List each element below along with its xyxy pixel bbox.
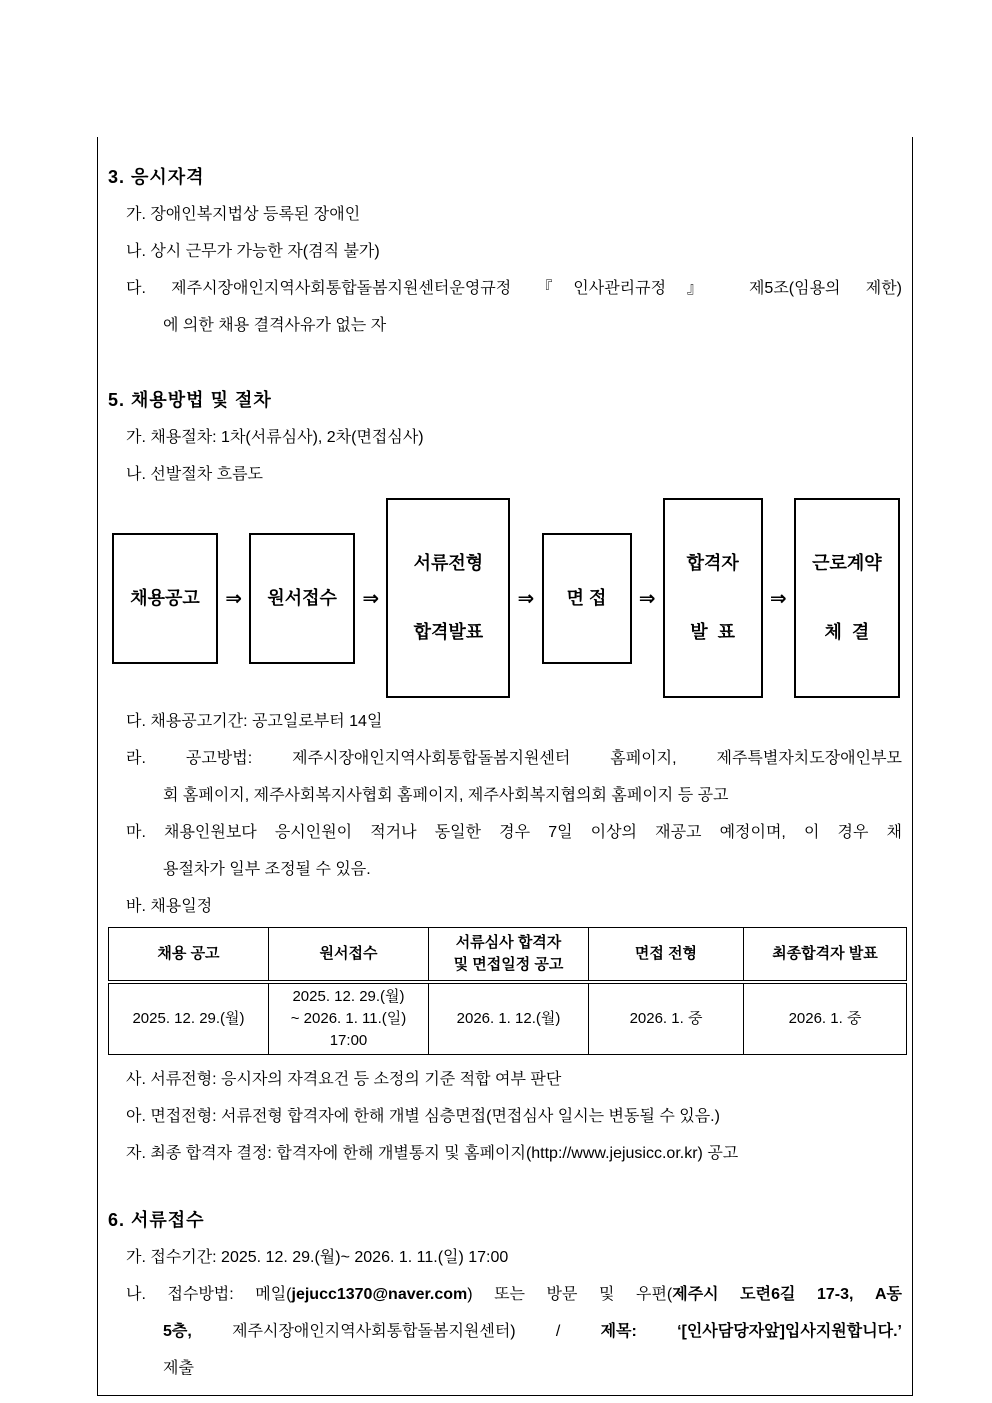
repost-item [126, 814, 902, 888]
section-6-title: 6. 서류접수 [108, 1210, 205, 1230]
section-3-title: 3. 응시자격 [108, 167, 205, 187]
flow-step-label: 체 결 [824, 622, 870, 642]
text-line: 회 홈페이지, 제주사회복지사협회 홈페이지, 제주사회복지협의회 홈페이지 등 공고 [163, 787, 729, 804]
table-header-notice: 채용 공고 [109, 928, 269, 983]
table-cell-interview-date: 2026. 1. 중 [589, 982, 744, 1055]
submission-period-item [126, 1239, 902, 1276]
text-line: 2025. 12. 29.(월) [292, 988, 405, 1005]
flow-step-label: 합격발표 [413, 622, 484, 642]
flow-step-label: 원서접수 [267, 587, 337, 608]
procedure-item-ga [126, 419, 902, 456]
flow-step-recruit-notice [112, 533, 218, 664]
text-line: 다. 채용공고기간: 공고일로부터 14일 [126, 713, 383, 730]
double-arrow-icon: ⇒ [638, 587, 656, 610]
table-header-final: 최종합격자 발표 [744, 928, 907, 983]
double-arrow-icon: ⇒ [769, 587, 787, 610]
notice-method-item [126, 740, 902, 814]
flow-step-label: 합격자 [686, 553, 739, 573]
email-address-text: jejucc1370@naver.com [291, 1286, 468, 1303]
table-cell-screening-result-date: 2026. 1. 12.(월) [429, 982, 589, 1055]
section-5-title: 5. 채용방법 및 절차 [108, 390, 272, 410]
table-data-row [109, 982, 907, 1055]
flow-step-label: 서류전형 [413, 553, 484, 573]
text-line: 및 면접일정 공고 [453, 956, 564, 973]
text-line: 17:00 [329, 1032, 368, 1049]
text-line: 가. 채용절차: 1차(서류심사), 2차(면접심사) [126, 429, 424, 446]
text-line: 라. 공고방법: 제주시장애인지역사회통합돌봄지원센터 홈페이지, 제주특별자치도장애인부모 [126, 750, 902, 767]
double-arrow-icon: ⇒ [517, 587, 535, 610]
text-line: 나. 상시 근무가 가능한 자(겸직 불가) [126, 243, 380, 260]
document-screening-item [126, 1061, 902, 1098]
text-segment: 제주시장애인지역사회통합돌봄지원센터) / [191, 1323, 601, 1340]
table-header-interview: 면접 전형 [589, 928, 744, 983]
procedure-item-na [126, 456, 902, 493]
table-header-row [109, 928, 907, 983]
schedule-item [126, 888, 902, 925]
text-line [163, 1313, 902, 1350]
text-line: 제출 [163, 1360, 194, 1377]
content-frame [97, 137, 913, 1396]
flow-step-final-pass [663, 498, 763, 698]
qualification-item-na [126, 233, 902, 270]
double-arrow-icon: ⇒ [362, 587, 380, 610]
address-text: 5층, [163, 1323, 192, 1340]
mail-subject-text: 제목: ‘[인사담당자앞]입사지원합니다.’ [600, 1323, 902, 1340]
submission-method-item [126, 1276, 902, 1387]
text-line [126, 1276, 902, 1313]
text-line: 가. 접수기간: 2025. 12. 29.(월)~ 2026. 1. 11.(일) 17:00 [126, 1249, 509, 1266]
table-cell-notice-date: 2025. 12. 29.(월) [109, 982, 269, 1055]
schedule-table [108, 927, 907, 1055]
double-arrow-icon: ⇒ [225, 587, 242, 610]
text-line: 아. 면접전형: 서류전형 합격자에 한해 개별 심층면접(면접심사 일시는 변동될 수 있음.) [126, 1108, 720, 1125]
flow-step-application [249, 533, 355, 664]
text-line: 사. 서류전형: 응시자의 자격요건 등 소정의 기준 적합 여부 판단 [126, 1071, 562, 1088]
table-cell-application-period [269, 982, 429, 1055]
text-line: 용절차가 일부 조정될 수 있음. [163, 861, 371, 878]
final-decision-item [126, 1135, 902, 1172]
flow-step-document-result [386, 498, 510, 698]
text-segment: 나. 접수방법: 메일( [126, 1286, 292, 1303]
text-line: ~ 2026. 1. 11.(일) [290, 1010, 407, 1027]
table-cell-final-date: 2026. 1. 중 [744, 982, 907, 1055]
flow-step-label: 채용공고 [130, 587, 200, 608]
notice-period-item [126, 703, 902, 740]
text-line: 에 의한 채용 결격사유가 없는 자 [163, 317, 387, 334]
text-line: 다. 제주시장애인지역사회통합돌봄지원센터운영규정 『인사관리규정』 제5조(임용의 제한) [126, 280, 902, 297]
flow-step-label: 근로계약 [812, 553, 882, 573]
table-header-application: 원서접수 [269, 928, 429, 983]
text-line: 나. 선발절차 흐름도 [126, 466, 263, 483]
table-header-screening-result [429, 928, 589, 983]
flow-step-label: 면 접 [566, 587, 607, 608]
selection-process-flow [112, 498, 900, 698]
interview-screening-item [126, 1098, 902, 1135]
flow-step-contract [794, 498, 900, 698]
qualification-item-da [126, 270, 902, 344]
text-line: 자. 최종 합격자 결정: 합격자에 한해 개별통지 및 홈페이지(http://www.jejusicc.or.kr) 공고 [126, 1145, 739, 1162]
flow-step-label: 발 표 [690, 622, 736, 642]
flow-step-interview [542, 533, 632, 664]
text-line: 가. 장애인복지법상 등록된 장애인 [126, 206, 361, 223]
qualification-item-ga [126, 196, 902, 233]
text-segment: ) 또는 방문 및 우편( [467, 1286, 673, 1303]
text-line: 마. 채용인원보다 응시인원이 적거나 동일한 경우 7일 이상의 재공고 예정이며, 이 경우 채 [126, 824, 902, 841]
text-line: 서류심사 합격자 [455, 934, 562, 951]
text-line: 바. 채용일정 [126, 898, 213, 915]
address-text: 제주시 도련6길 17-3, A동 [672, 1286, 902, 1303]
